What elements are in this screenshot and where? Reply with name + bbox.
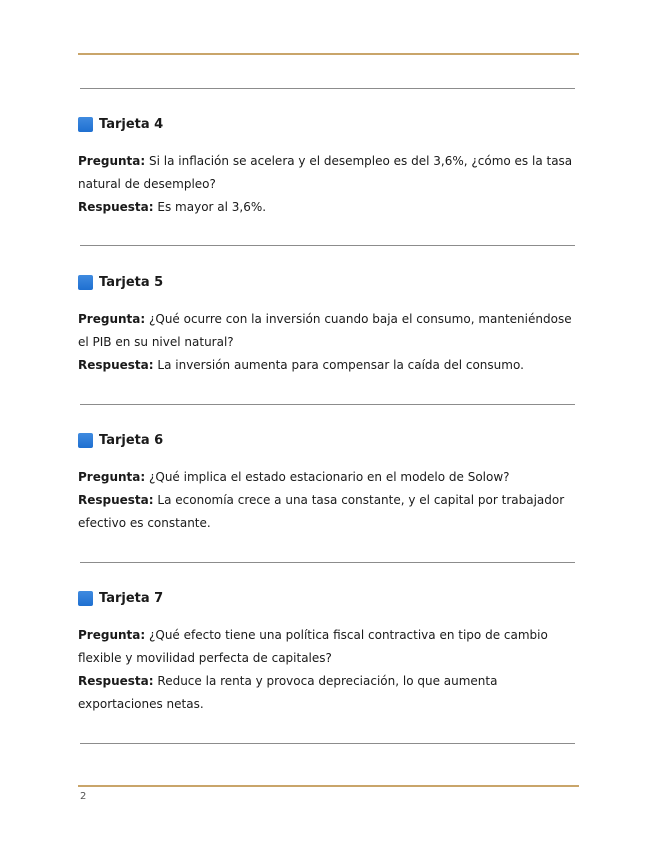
answer-label: Respuesta:	[78, 200, 154, 214]
blue-square-icon	[78, 591, 93, 606]
question-line	[78, 150, 583, 196]
question-label: Pregunta:	[78, 154, 146, 168]
answer-text: Reduce la renta y provoca depreciación, lo que aumenta exportaciones netas.	[78, 674, 498, 711]
answer-line	[78, 354, 583, 377]
card-title: Tarjeta 4	[99, 116, 164, 132]
footer-rule	[78, 785, 579, 787]
separator	[80, 562, 575, 563]
card-heading	[78, 114, 583, 134]
question-text: ¿Qué ocurre con la inversión cuando baja el consumo, manteniéndose el PIB en su nivel natural?	[78, 312, 572, 349]
question-text: ¿Qué efecto tiene una política fiscal contractiva en tipo de cambio flexible y movilidad perfecta de capitales?	[78, 628, 548, 665]
header-rule	[78, 53, 579, 55]
card-title: Tarjeta 6	[99, 432, 164, 448]
separator	[80, 404, 575, 405]
blue-square-icon	[78, 117, 93, 132]
answer-label: Respuesta:	[78, 493, 154, 507]
question-label: Pregunta:	[78, 312, 146, 326]
answer-line	[78, 196, 583, 219]
question-label: Pregunta:	[78, 470, 146, 484]
question-text: Si la inflación se acelera y el desempleo es del 3,6%, ¿cómo es la tasa natural de desempleo?	[78, 154, 573, 191]
card-tarjeta-5	[78, 272, 583, 377]
separator	[80, 245, 575, 246]
card-heading	[78, 430, 583, 450]
card-title: Tarjeta 5	[99, 274, 164, 290]
card-tarjeta-7	[78, 588, 583, 716]
card-tarjeta-4	[78, 114, 583, 219]
card-body	[78, 150, 583, 219]
blue-square-icon	[78, 433, 93, 448]
blue-square-icon	[78, 275, 93, 290]
question-line	[78, 466, 583, 489]
question-text: ¿Qué implica el estado estacionario en el modelo de Solow?	[149, 470, 510, 484]
separator	[80, 88, 575, 89]
card-body	[78, 624, 583, 716]
card-body	[78, 466, 583, 535]
answer-label: Respuesta:	[78, 358, 154, 372]
card-heading	[78, 588, 583, 608]
separator	[80, 743, 575, 744]
card-heading	[78, 272, 583, 292]
answer-text: Es mayor al 3,6%.	[157, 200, 267, 214]
answer-label: Respuesta:	[78, 674, 154, 688]
answer-text: La economía crece a una tasa constante, y el capital por trabajador efectivo es constante.	[78, 493, 565, 530]
question-line	[78, 308, 583, 354]
card-body	[78, 308, 583, 377]
question-label: Pregunta:	[78, 628, 146, 642]
answer-text: La inversión aumenta para compensar la caída del consumo.	[157, 358, 524, 372]
answer-line	[78, 670, 583, 716]
card-tarjeta-6	[78, 430, 583, 535]
page-number: 2	[80, 791, 87, 802]
answer-line	[78, 489, 583, 535]
question-line	[78, 624, 583, 670]
card-title: Tarjeta 7	[99, 590, 164, 606]
